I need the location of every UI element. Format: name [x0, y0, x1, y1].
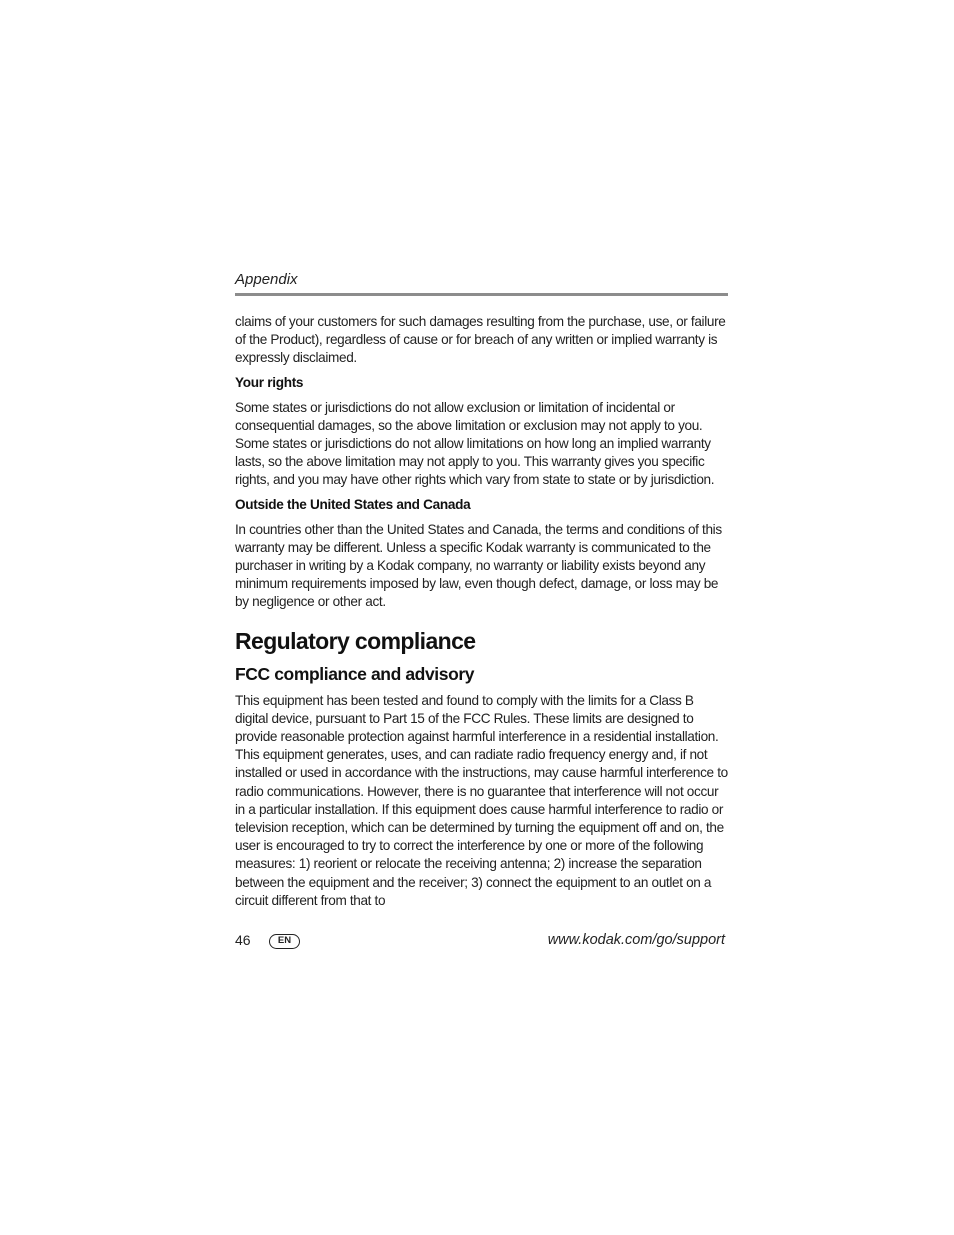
regulatory-title: Regulatory compliance [235, 627, 476, 654]
fcc-heading: FCC compliance and advisory [235, 663, 475, 684]
language-badge-icon: EN [269, 934, 300, 949]
your-rights-heading: Your rights [235, 374, 304, 390]
your-rights-paragraph: Some states or jurisdictions do not allow exclusion or limitation of incidental or consequential damages, so the above limitation or exclusion may not apply to you. Some states or jurisdictions do not allow limitations on how long an implied warranty lasts, so the above limitation may not apply to you. This warranty gives you specific rights, and you may have other rights which vary from state to state or by jurisdiction. [235, 399, 715, 488]
continued-paragraph: claims of your customers for such damages resulting from the purchase, use, or failure of the Product), regardless of cause or for breach of any written or implied warranty is expressly disclaimed. [235, 314, 726, 366]
outside-us-heading: Outside the United States and Canada [235, 496, 471, 512]
support-url: www.kodak.com/go/support [547, 932, 725, 948]
page-body [235, 313, 728, 910]
outside-us-paragraph: In countries other than the United States and Canada, the terms and conditions of this warranty may be different. Unless a specific Kodak warranty is communicated to the purchaser in writing by a Kodak company, no warranty or liability exists beyond any minimum requirements imposed by law, even though defect, damage, or loss may be by negligence or other act. [235, 521, 722, 610]
fcc-paragraph: This equipment has been tested and found to comply with the limits for a Class B digital device, pursuant to Part 15 of the FCC Rules. These limits are designed to provide reasonable protection against harmful interference in a residential installation. This equipment generates, uses, and can radiate radio frequency energy and, if not installed or used in accordance with the instructions, may cause harmful interference to radio communications. However, there is no guarantee that interference will not occur in a particular installation. If this equipment does cause harmful interference to radio or television reception, which can be determined by turning the equipment off and on, the user is encouraged to try to correct the interference by one or more of the following measures: 1) reorient or relocate the receiving antenna; 2) increase the separation between the equipment and the receiver; 3) connect the equipment to an outlet on a circuit different from that to [235, 692, 728, 908]
header-rule [235, 293, 728, 296]
page-footer [235, 930, 728, 952]
page-number: 46 [235, 932, 251, 948]
section-label: Appendix [235, 271, 298, 288]
